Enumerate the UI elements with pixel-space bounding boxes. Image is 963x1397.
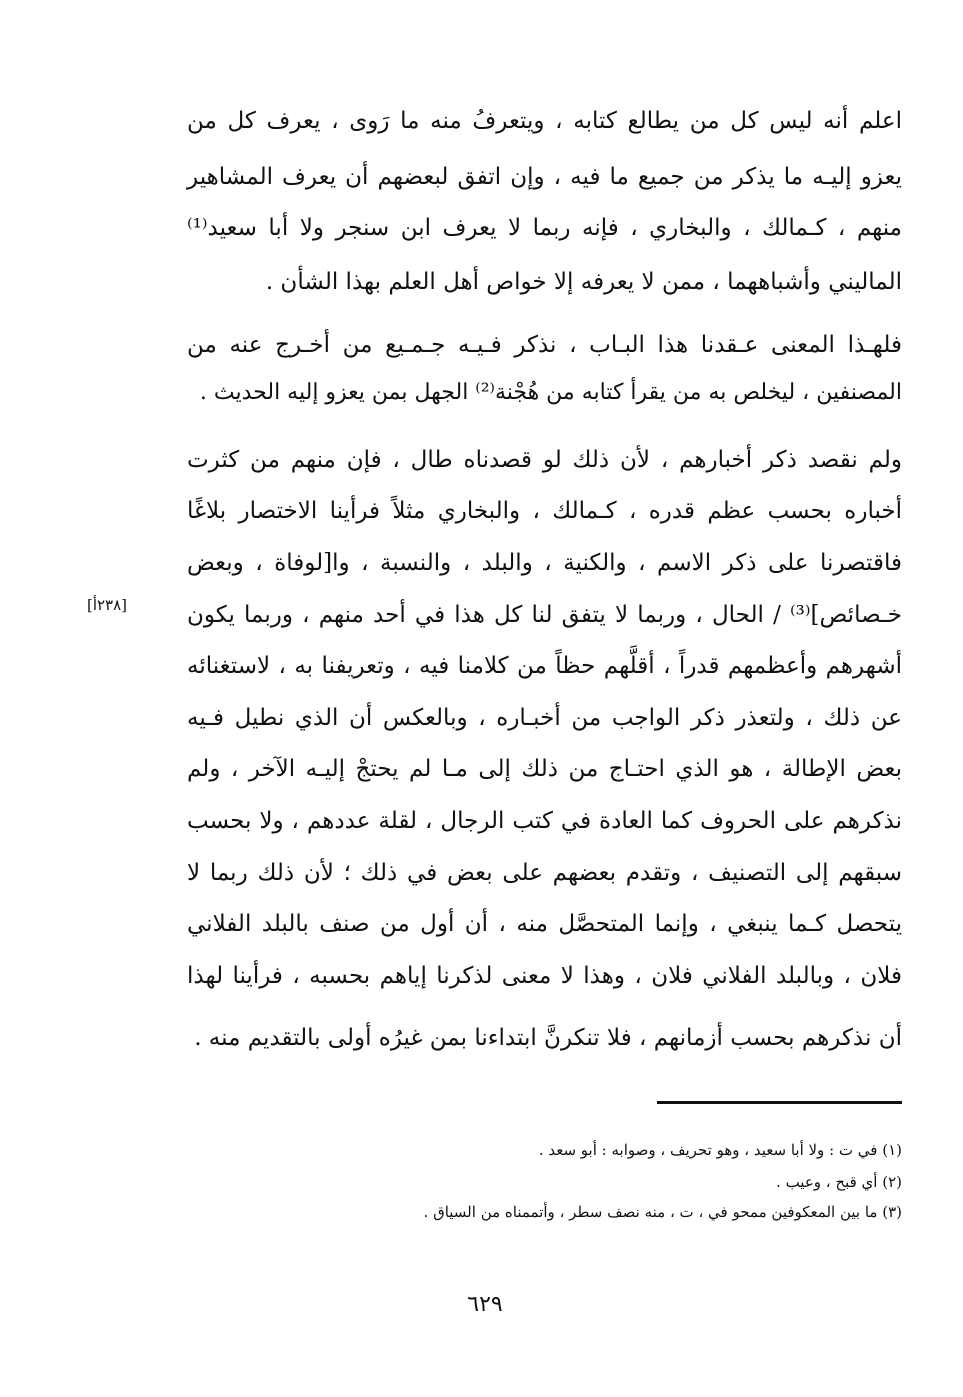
text-line: المصنفين ، ليخلص به من يقرأ كتابه من هُجْنة⁽²⁾ الجهل بمن يعزو إليه الحديث . [199,380,902,405]
text-line: سبقهم إلى التصنيف ، وتقدم بعضهم على بعض في ذلك ؛ لأن ذلك ربما لا [187,860,902,886]
text-line: فلهـذا المعنى عـقدنا هذا البـاب ، نذكر فـيـه جـمـيع من أخـرج عنه من [187,332,902,358]
text-line: بعض الإطالة ، هو الذي احتـاج من ذلك إلى مـا لم يحتجْ إليـه الآخر ، ولم [187,756,902,782]
text-line: أن نذكرهم بحسب أزمانهم ، فلا تنكرنَّ ابتداءنا بمن غيرُه أولى بالتقديم منه . [194,1025,902,1051]
footnote-separator [657,1101,902,1104]
text-line: فاقتصرنا على ذكر الاسم ، والكنية ، والبلد ، والنسبة ، وا[لوفاة ، وبعض [187,550,902,576]
text-line: فلان ، وبالبلد الفلاني فلان ، وهذا لا معنى لذكرنا إياهم بحسبه ، فرأينا لهذا [187,963,902,989]
page-number: ٦٢٩ [467,1292,503,1317]
footnote: (٣) ما بين المعكوفين ممحو في ، ت ، منه نصف سطر ، وأتممناه من السياق . [423,1203,902,1221]
footnote: (١) في ت : ولا أبا سعيد ، وهو تحريف ، وصوابه : أبو سعد . [538,1141,902,1159]
text-line: أخباره بحسب عظم قدره ، كـمالك ، والبخاري مثلاً فرأينا الاختصار بلاغًا [187,498,902,524]
text-line: عن ذلك ، ولتعذر ذكر الواجب من أخبـاره ، وبالعكس أن الذي نطيل فـيه [187,705,902,731]
text-line: ولم نقصد ذكر أخبارهم ، لأن ذلك لو قصدناه طال ، فإن منهم من كثرت [187,447,902,473]
text-line: الماليني وأشباههما ، ممن لا يعرفه إلا خواص أهل العلم بهذا الشأن . [265,269,902,295]
text-line: نذكرهم على الحروف كما العادة في كتب الرجال ، لقلة عددهم ، ولا بحسب [187,808,902,834]
text-line: يعزو إليـه ما يذكر من جميع ما فيه ، وإن اتفق لبعضهم أن يعرف المشاهير [187,164,902,190]
text-line: اعلم أنه ليس كل من يطالع كتابه ، ويتعرفُ منه ما رَوى ، يعرف كل من [187,108,902,134]
text-line: خـصائص]⁽³⁾ / الحال ، وربما لا يتفق لنا كل هذا في أحد منهم ، وربما يكون [187,602,902,628]
text-line: منهم ، كـمالك ، والبخاري ، فإنه ربما لا يعرف ابن سنجر ولا أبا سعيد⁽¹⁾ [187,215,902,241]
footnote: (٢) أي قبح ، وعيب . [776,1173,902,1191]
text-line: يتحصل كـما ينبغي ، وإنما المتحصَّل منه ، أن أول من صنف بالبلد الفلاني [187,911,902,937]
text-line: أشهرهم وأعظمهم قدراً ، أقلَّهم حظاً من كلامنا فيه ، وتعريفنا به ، لاستغنائه [187,653,902,679]
margin-folio-note: [٢٣٨أ] [86,596,128,614]
